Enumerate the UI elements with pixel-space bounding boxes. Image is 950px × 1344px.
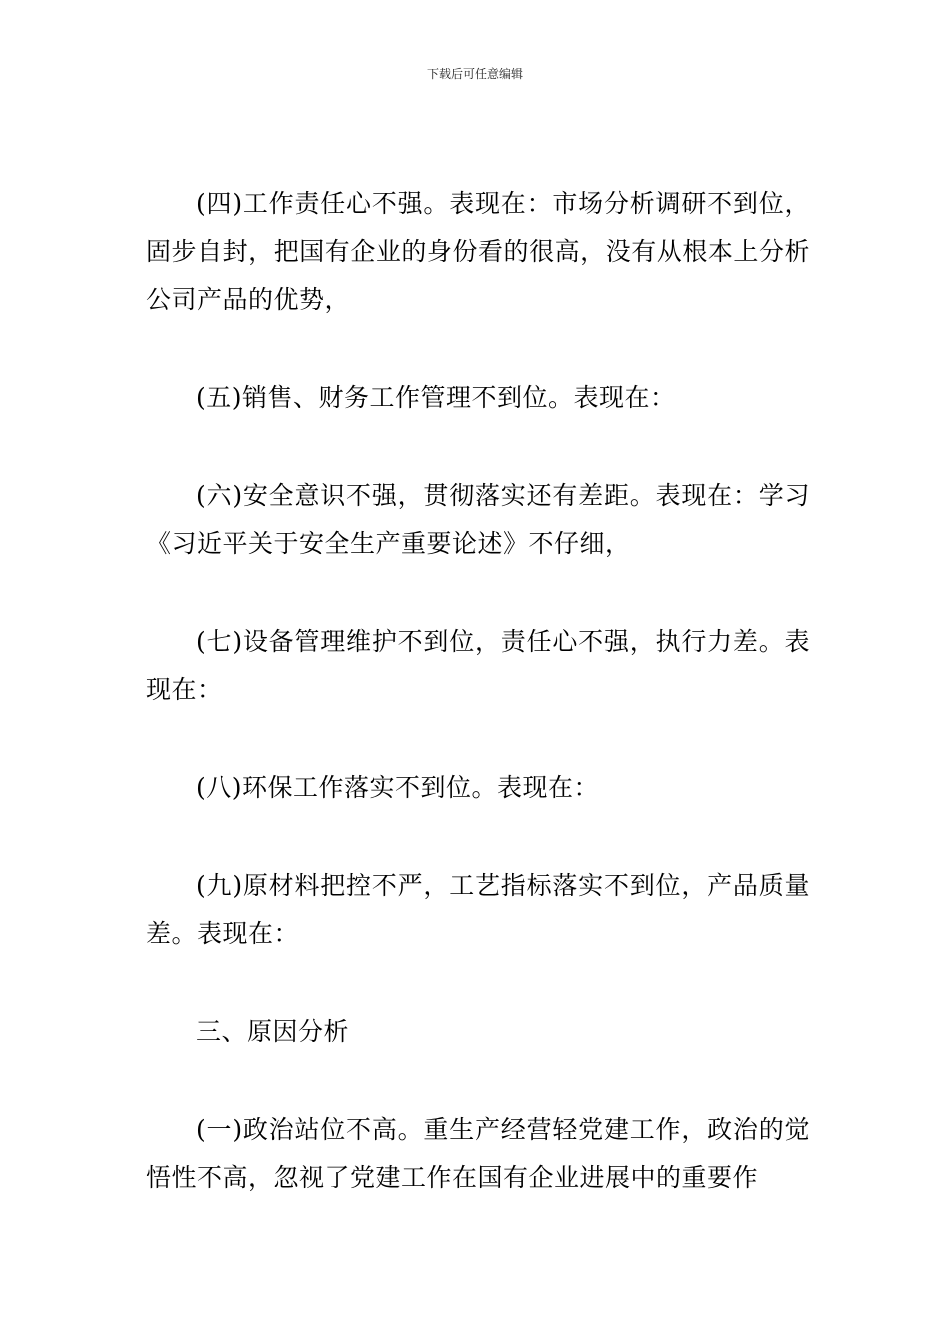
paragraph-raw-materials: (九)原材料把控不严，工艺指标落实不到位，产品质量差。表现在： xyxy=(146,871,810,948)
section-heading-cause-analysis: 三、原因分析 xyxy=(196,1017,350,1046)
paragraph-political-stance: (一)政治站位不高。重生产经营轻党建工作，政治的觉悟性不高，忽视了党建工作在国有企业进展中的重要作 xyxy=(146,1115,810,1192)
paragraph-sales-finance: (五)销售、财务工作管理不到位。表现在： xyxy=(196,383,676,412)
page-header: 下载后可任意编辑 xyxy=(426,67,523,81)
paragraph-environmental-work: (八)环保工作落实不到位。表现在： xyxy=(196,773,600,802)
paragraph-equipment-management: (七)设备管理维护不到位，责任心不强，执行力差。表现在： xyxy=(146,627,810,704)
paragraph-work-responsibility: (四)工作责任心不强。表现在：市场分析调研不到位，固步自封，把国有企业的身份看的很高，没有从根本上分析公司产品的优势， xyxy=(146,189,810,314)
paragraph-safety-awareness: (六)安全意识不强，贯彻落实还有差距。表现在：学习《习近平关于安全生产重要论述》不仔细， xyxy=(146,481,810,558)
document-body xyxy=(146,180,810,1202)
